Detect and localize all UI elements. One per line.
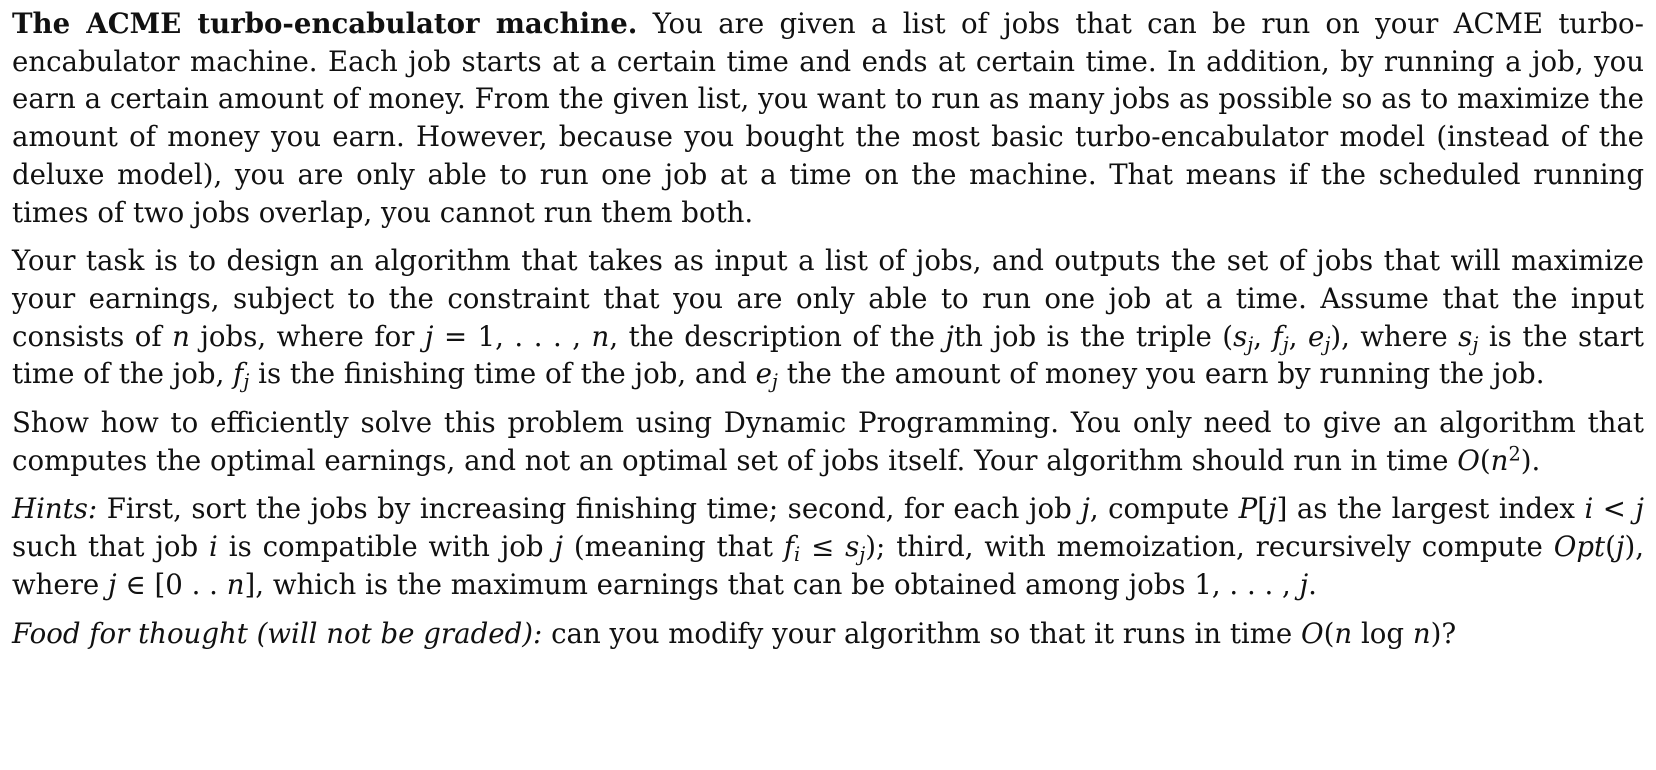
text: the the amount of money you earn by running the job. <box>777 357 1545 391</box>
food-for-thought-label: Food for thought (will not be graded): <box>12 616 543 650</box>
paragraph-task <box>12 242 1653 394</box>
text: (meaning that <box>563 530 784 564</box>
math-subscript: j <box>1472 332 1479 356</box>
math-f: f <box>1272 319 1283 353</box>
math-subscript: j <box>1247 332 1254 356</box>
math-f: f <box>783 530 795 564</box>
text: log <box>1352 616 1413 650</box>
math-subscript: j <box>1324 332 1331 356</box>
math-j: j <box>424 319 434 353</box>
math-j: j <box>1081 492 1090 526</box>
text: , <box>1288 319 1309 353</box>
math-subscript: j <box>859 542 866 566</box>
text: is compatible with job <box>217 530 555 564</box>
text: ∈ [0 . . <box>116 567 227 601</box>
text: ( <box>1323 616 1335 650</box>
math-n: n <box>226 567 245 601</box>
math-j: j <box>108 567 117 601</box>
math-n: n <box>172 319 190 353</box>
text: ( <box>1605 530 1616 564</box>
math-f: f <box>233 357 244 391</box>
text: jobs, where for <box>189 319 425 353</box>
text: such that job <box>12 492 1653 564</box>
problem-text <box>12 5 1653 663</box>
intro-text: You are given a list of jobs that can be run on your ACME turbo-encabulator machine. Each job starts at a certain time and ends at certain time. In addition, by running a job, you earn a certain amount of money. From the given list, you want to run as many jobs as possible so as to maximize the amount of money you earn. However, because you bought the most basic turbo-encabulator model (instead of the deluxe model), you are only able to run one job at a time on the machine. That means if the scheduled running times of two jobs overlap, you cannot run them both. <box>12 7 1653 229</box>
math-opt: Opt <box>1553 530 1606 564</box>
math-big-o: O <box>1457 443 1480 477</box>
math-s: s <box>1233 319 1248 353</box>
text: , compute <box>1089 492 1239 526</box>
math-big-o: O <box>1301 616 1324 650</box>
text: ≤ <box>800 530 846 564</box>
math-s: s <box>845 530 860 564</box>
paragraph-intro <box>12 5 1653 231</box>
text: . <box>1308 567 1317 601</box>
math-n: n <box>1334 616 1353 650</box>
text: )? <box>1430 616 1457 650</box>
text: is the start time of the job, <box>12 319 1653 391</box>
math-j: j <box>1635 492 1644 526</box>
math-n: n <box>591 319 610 353</box>
text: ); third, with memoization, recursively compute <box>865 530 1554 564</box>
math-j: j <box>945 319 954 353</box>
math-j: j <box>554 530 564 564</box>
math-j: j <box>1615 530 1625 564</box>
text: ). <box>1520 443 1541 477</box>
math-i: i <box>209 530 218 564</box>
text: Show how to efficiently solve this problem using Dynamic Programming. You only need to give an algorithm that computes the optimal earnings, and not an optimal set of jobs itself. Your algorithm should run in time <box>12 406 1653 477</box>
text: can you modify your algorithm so that it runs in time <box>542 616 1302 650</box>
math-e: e <box>1308 319 1325 353</box>
text: = 1, . . . , <box>433 319 592 353</box>
text: ), where <box>12 530 1653 601</box>
math-superscript: 2 <box>1508 442 1521 466</box>
text: is the finishing time of the job, and <box>249 357 756 391</box>
text: , <box>1253 319 1273 353</box>
hints-label: Hints: <box>12 492 98 526</box>
text: , the description of the <box>609 319 946 353</box>
paragraph-food-for-thought <box>12 615 1644 653</box>
text: First, sort the jobs by increasing finishing time; second, for each job <box>97 492 1082 526</box>
paragraph-hints <box>12 490 1653 603</box>
math-subscript: j <box>243 370 250 394</box>
paragraph-requirement <box>12 404 1653 479</box>
math-P: P <box>1238 492 1258 526</box>
math-i: i <box>1584 492 1594 526</box>
math-subscript: j <box>1282 332 1289 356</box>
text: [ <box>1257 492 1269 526</box>
problem-title: The ACME turbo-encabulator machine. <box>12 7 638 40</box>
math-e: e <box>755 357 772 391</box>
math-s: s <box>1458 319 1473 353</box>
math-n: n <box>1412 616 1431 650</box>
math-j: j <box>1299 567 1309 601</box>
text: th job is the triple ( <box>953 319 1234 353</box>
text: ), where <box>1330 319 1459 353</box>
math-subscript: i <box>794 542 801 566</box>
text: Your task is to design an algorithm that takes as input a list of jobs, and outputs the set of jobs that will maximize your earnings, subject to the constraint that you are only able to run one job at a time. Assume that the input consists of <box>12 244 1653 353</box>
text: ] as the largest index <box>1276 492 1585 526</box>
text: ( <box>1479 443 1491 477</box>
text: ], which is the maximum earnings that can be obtained among jobs 1, . . . , <box>244 567 1300 601</box>
math-subscript: j <box>771 370 778 394</box>
math-j: j <box>1268 492 1277 526</box>
text: < <box>1593 492 1636 526</box>
math-n: n <box>1490 443 1509 477</box>
